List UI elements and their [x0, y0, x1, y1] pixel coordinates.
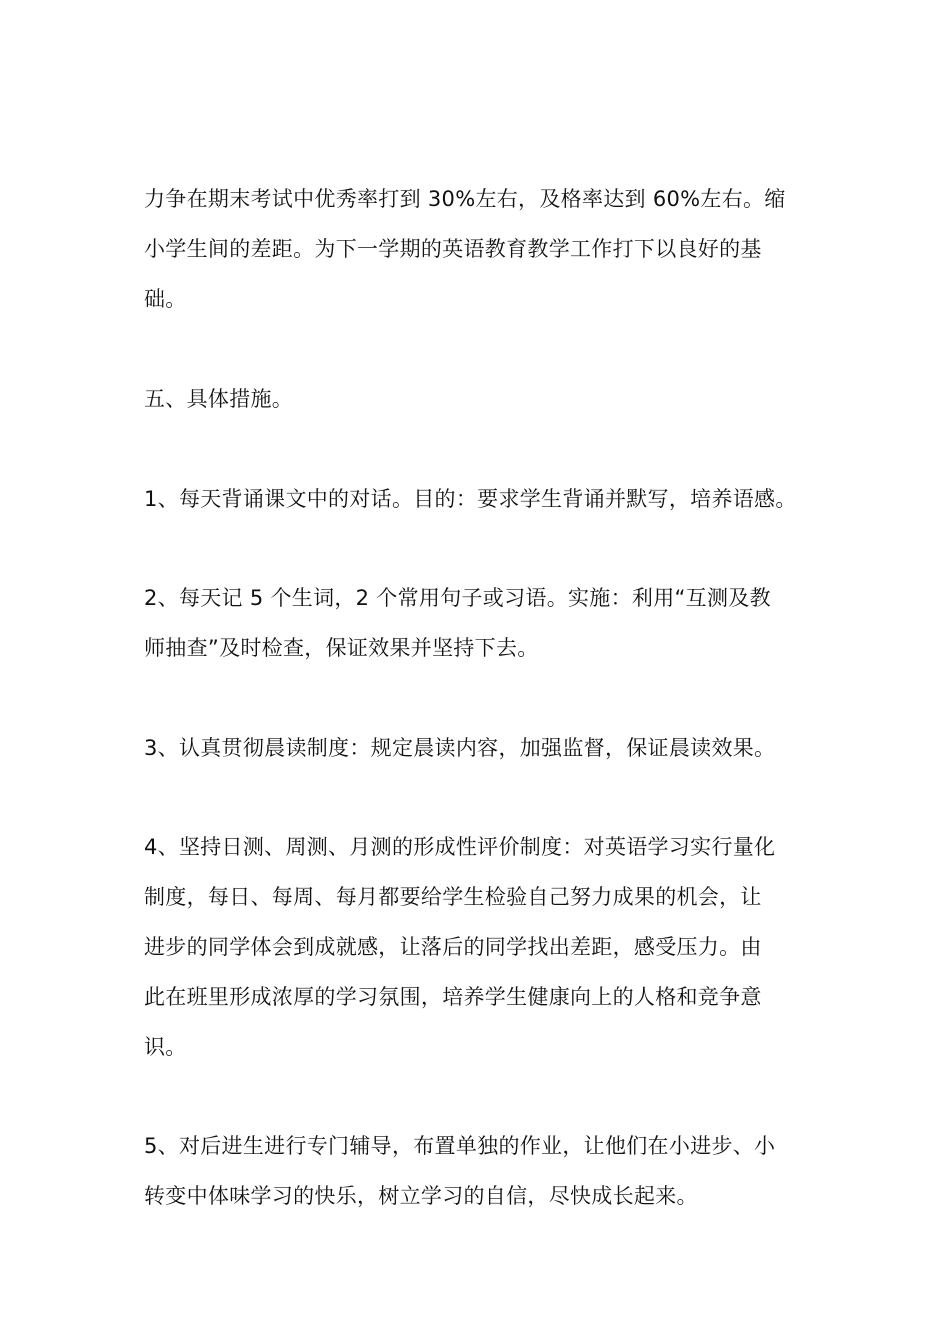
paragraph-goal-line-3: 础。	[144, 287, 187, 311]
list-item-4-line-4: 此在班里形成浓厚的学习氛围，培养学生健康向上的人格和竞争意	[144, 985, 762, 1009]
list-item-2-line-2: 师抽查”及时检查，保证效果并坚持下去。	[144, 636, 539, 660]
list-item-1-line-1: 1、每天背诵课文中的对话。目的：要求学生背诵并默写，培养语感。	[144, 487, 797, 511]
section-heading: 五、具体措施。	[144, 387, 294, 411]
paragraph-goal-line-2: 小学生间的差距。为下一学期的英语教育教学工作打下以良好的基	[144, 237, 762, 261]
list-item-4-line-3: 进步的同学体会到成就感，让落后的同学找出差距，感受压力。由	[144, 935, 762, 959]
list-item-4-line-1: 4、坚持日测、周测、月测的形成性评价制度：对英语学习实行量化	[144, 835, 776, 859]
list-item-2-line-1: 2、每天记 5 个生词，2 个常用句子或习语。实施：利用“互测及教	[144, 586, 771, 610]
list-item-5-line-2: 转变中体味学习的快乐，树立学习的自信，尽快成长起来。	[144, 1184, 698, 1208]
list-item-3-line-1: 3、认真贯彻晨读制度：规定晨读内容，加强监督，保证晨读效果。	[144, 736, 776, 760]
list-item-5-line-1: 5、对后进生进行专门辅导，布置单独的作业，让他们在小进步、小	[144, 1134, 776, 1158]
paragraph-goal-line-1: 力争在期末考试中优秀率打到 30%左右，及格率达到 60%左右。缩	[144, 187, 786, 211]
list-item-4-line-5: 识。	[144, 1035, 187, 1059]
list-item-4-line-2: 制度，每日、每周、每月都要给学生检验自己努力成果的机会，让	[144, 885, 762, 909]
